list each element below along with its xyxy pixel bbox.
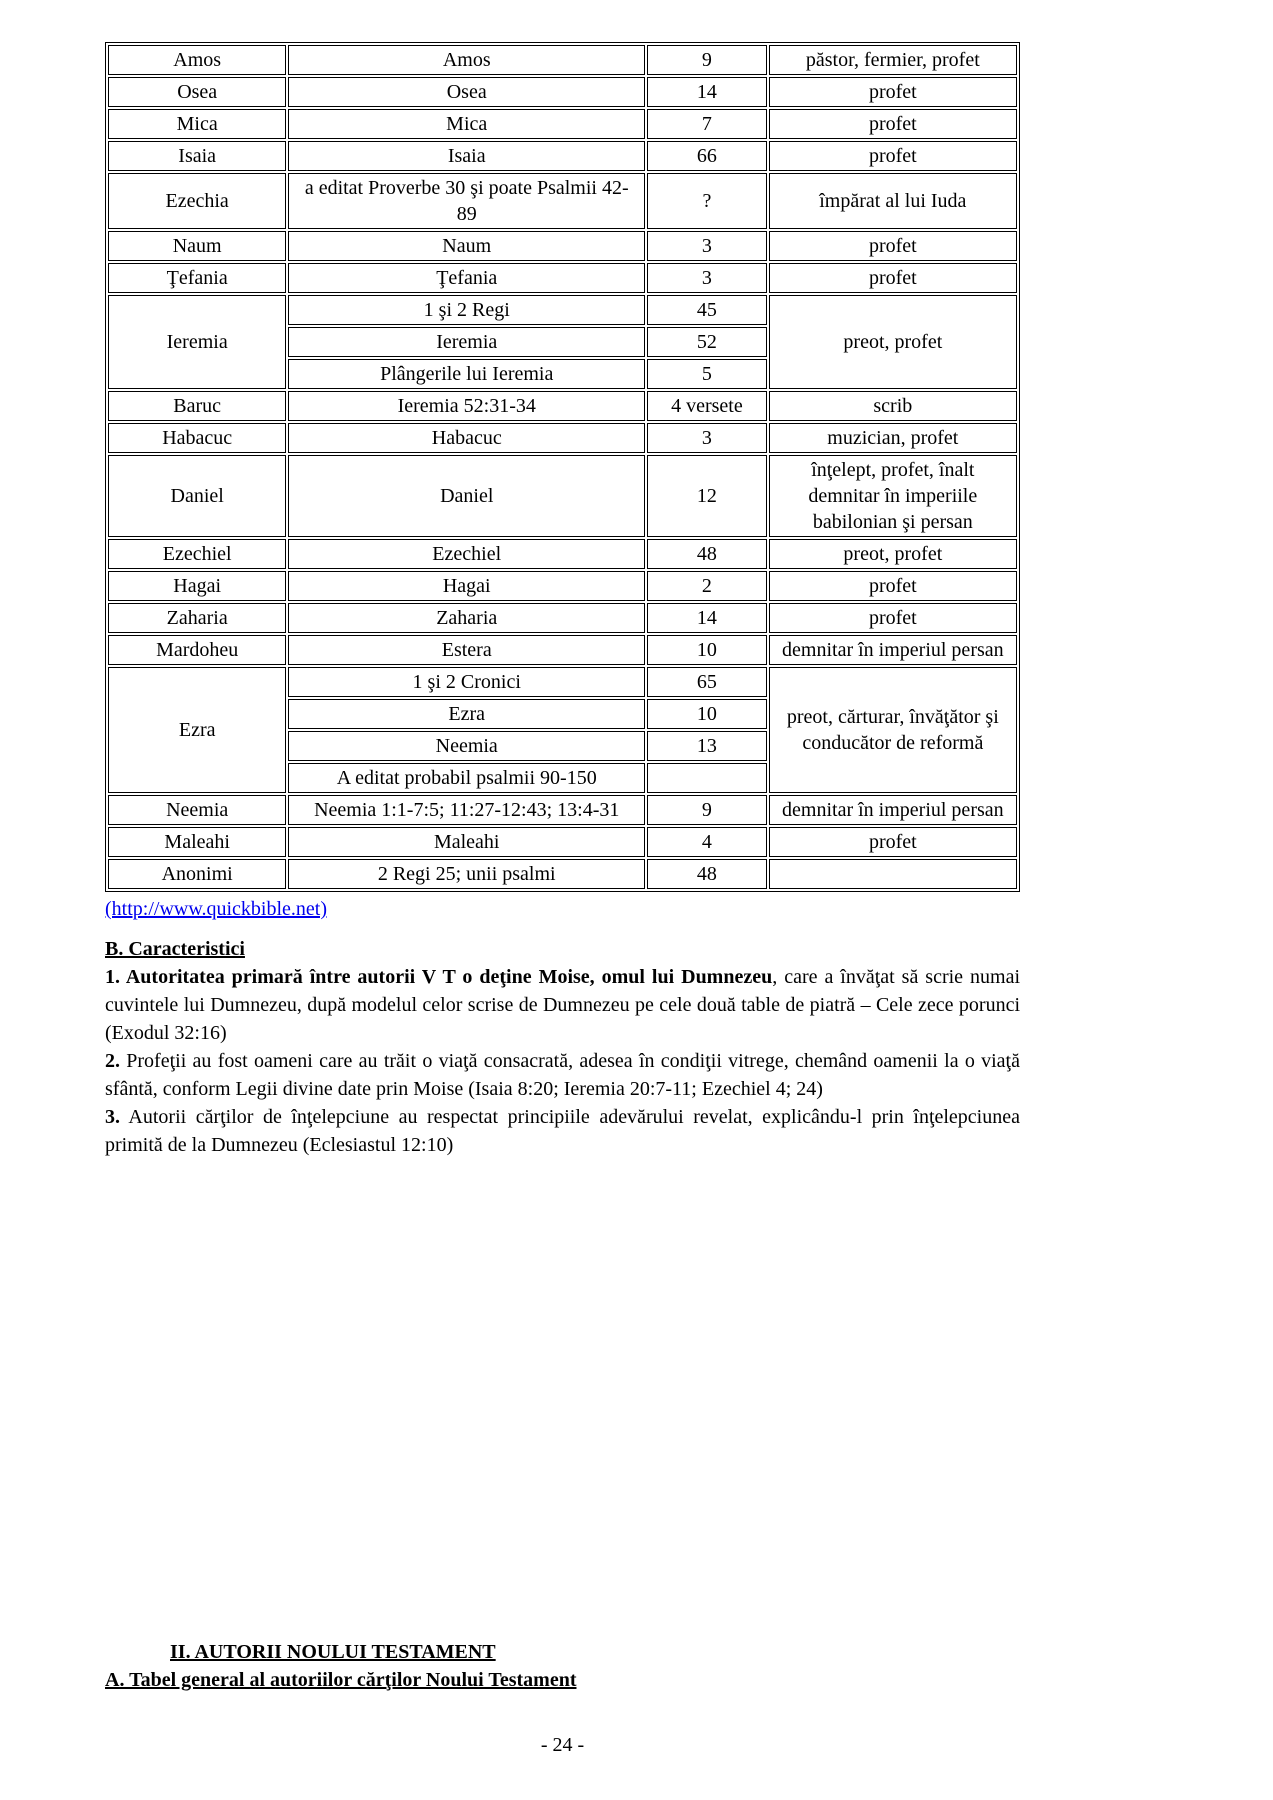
table-cell: preot, profet (769, 539, 1017, 569)
table-cell: Ieremia (108, 295, 286, 389)
table-cell: profet (769, 231, 1017, 261)
page-number: - 24 - (540, 1734, 585, 1756)
table-cell: Mardoheu (108, 635, 286, 665)
table-row (108, 45, 1017, 75)
table-cell: A editat probabil psalmii 90-150 (288, 763, 645, 793)
table-cell: 13 (647, 731, 767, 761)
table-cell: 14 (647, 603, 767, 633)
table-cell: Neemia (288, 731, 645, 761)
table-row (108, 667, 1017, 697)
table-cell: profet (769, 571, 1017, 601)
paragraph-1-lead: 1. Autoritatea primară între autorii V T o deţine Moise, omul lui Dumnezeu (105, 966, 773, 988)
table-row (108, 263, 1017, 293)
table-cell: Anonimi (108, 859, 286, 889)
table-cell: 65 (647, 667, 767, 697)
source-link-line (105, 895, 1020, 923)
table-cell: Amos (288, 45, 645, 75)
table-cell: 12 (647, 455, 767, 537)
table-row (108, 391, 1017, 421)
table-cell: Neemia 1:1-7:5; 11:27-12:43; 13:4-31 (288, 795, 645, 825)
table-cell: 1 şi 2 Regi (288, 295, 645, 325)
table-row (108, 295, 1017, 325)
table-cell: Isaia (288, 141, 645, 171)
table-cell: Estera (288, 635, 645, 665)
table-cell: Daniel (108, 455, 286, 537)
table-cell: Amos (108, 45, 286, 75)
table-cell: Hagai (108, 571, 286, 601)
paragraph-2-lead: 2. (105, 1050, 120, 1072)
table-cell: Habacuc (108, 423, 286, 453)
table-cell: scrib (769, 391, 1017, 421)
table-cell: profet (769, 77, 1017, 107)
table-cell: profet (769, 109, 1017, 139)
table-row (108, 423, 1017, 453)
table-row (108, 231, 1017, 261)
table-cell: profet (769, 827, 1017, 857)
table-cell: profet (769, 141, 1017, 171)
table-cell: demnitar în imperiul persan (769, 635, 1017, 665)
table-cell: Ezechia (108, 173, 286, 229)
table-cell: 66 (647, 141, 767, 171)
table-cell (647, 763, 767, 793)
table-cell: Ieremia (288, 327, 645, 357)
table-cell: 52 (647, 327, 767, 357)
table-cell: demnitar în imperiul persan (769, 795, 1017, 825)
table-row (108, 109, 1017, 139)
table-cell: 10 (647, 635, 767, 665)
table-cell: Baruc (108, 391, 286, 421)
table-cell: păstor, fermier, profet (769, 45, 1017, 75)
table-cell: Osea (288, 77, 645, 107)
table-cell: profet (769, 263, 1017, 293)
table-cell: 45 (647, 295, 767, 325)
table-cell: 2 Regi 25; unii psalmi (288, 859, 645, 889)
table-cell: 4 versete (647, 391, 767, 421)
paragraph-2-body: Profeţii au fost oameni care au trăit o viaţă consacrată, adesea în condiţii vitrege, chemând oamenii la o viaţă sfântă, conform Legii divine date prin Moise (Isaia 8:20; Ieremia 20:7-11; Ezechiel 4; 24) (105, 1050, 1020, 1100)
table-row (108, 859, 1017, 889)
table-cell: a editat Proverbe 30 şi poate Psalmii 42-89 (288, 173, 645, 229)
table-cell: Ezechiel (288, 539, 645, 569)
table-cell: Ezechiel (108, 539, 286, 569)
table-cell: 2 (647, 571, 767, 601)
table-cell: 5 (647, 359, 767, 389)
table-cell: 7 (647, 109, 767, 139)
table-cell: preot, profet (769, 295, 1017, 389)
paragraph-2 (105, 1047, 1020, 1103)
table-cell: 3 (647, 423, 767, 453)
table-cell: 9 (647, 795, 767, 825)
table-cell (769, 859, 1017, 889)
quickbible-link[interactable]: (http://www.quickbible.net) (105, 898, 327, 920)
table-cell: 9 (647, 45, 767, 75)
paragraph-3-body: Autorii cărţilor de înţelepciune au respectat principiile adevărului revelat, explicându-l prin înţelepciunea primită de la Dumnezeu (Eclesiastul 12:10) (105, 1106, 1020, 1156)
table-row (108, 795, 1017, 825)
table-cell: Mica (108, 109, 286, 139)
table-cell: 3 (647, 231, 767, 261)
table-cell: Mica (288, 109, 645, 139)
table-cell: Naum (108, 231, 286, 261)
table-cell: preot, cărturar, învăţător şi conducător de reformă (769, 667, 1017, 793)
table-row (108, 571, 1017, 601)
section-a-heading: A. Tabel general al autoriilor cărţilor Noului Testament (105, 1669, 577, 1691)
section-ii-heading: II. AUTORII NOULUI TESTAMENT (170, 1641, 496, 1663)
paragraph-1-body: , care a învăţat să scrie numai cuvintele lui Dumnezeu, după modelul celor scrise de Dumnezeu pe cele două table de piatră – Cele zece porunci (Exodul 32:16) (105, 966, 1021, 1044)
table-cell: Zaharia (108, 603, 286, 633)
table-cell: Isaia (108, 141, 286, 171)
table-cell: Ezra (108, 667, 286, 793)
table-row (108, 539, 1017, 569)
bottom-headings (105, 1638, 1020, 1694)
table-row (108, 141, 1017, 171)
page-content (105, 42, 1020, 1159)
paragraph-3-lead: 3. (105, 1106, 120, 1128)
authors-table-body (108, 45, 1017, 889)
table-cell: Ţefania (288, 263, 645, 293)
table-cell: Maleahi (288, 827, 645, 857)
table-cell: Neemia (108, 795, 286, 825)
table-cell: 48 (647, 859, 767, 889)
table-cell: înţelept, profet, înalt demnitar în imperiile babilonian şi persan (769, 455, 1017, 537)
table-row (108, 635, 1017, 665)
paragraph-1 (105, 963, 1020, 1047)
table-cell: 14 (647, 77, 767, 107)
table-cell: Maleahi (108, 827, 286, 857)
table-cell: 4 (647, 827, 767, 857)
table-row (108, 827, 1017, 857)
table-cell: 3 (647, 263, 767, 293)
section-b-heading: B. Caracteristici (105, 938, 245, 960)
table-cell: profet (769, 603, 1017, 633)
table-row (108, 603, 1017, 633)
table-cell: Plângerile lui Ieremia (288, 359, 645, 389)
table-cell: 1 şi 2 Cronici (288, 667, 645, 697)
table-cell: Naum (288, 231, 645, 261)
table-cell: Ţefania (108, 263, 286, 293)
table-cell: Ieremia 52:31-34 (288, 391, 645, 421)
authors-table (105, 42, 1020, 892)
table-cell: 10 (647, 699, 767, 729)
table-cell: muzician, profet (769, 423, 1017, 453)
table-cell: ? (647, 173, 767, 229)
table-cell: Ezra (288, 699, 645, 729)
table-row (108, 455, 1017, 537)
table-cell: Osea (108, 77, 286, 107)
table-cell: 48 (647, 539, 767, 569)
table-cell: Hagai (288, 571, 645, 601)
table-cell: Zaharia (288, 603, 645, 633)
paragraph-3 (105, 1103, 1020, 1159)
table-cell: Habacuc (288, 423, 645, 453)
table-row (108, 77, 1017, 107)
table-cell: Daniel (288, 455, 645, 537)
table-row (108, 173, 1017, 229)
table-cell: împărat al lui Iuda (769, 173, 1017, 229)
